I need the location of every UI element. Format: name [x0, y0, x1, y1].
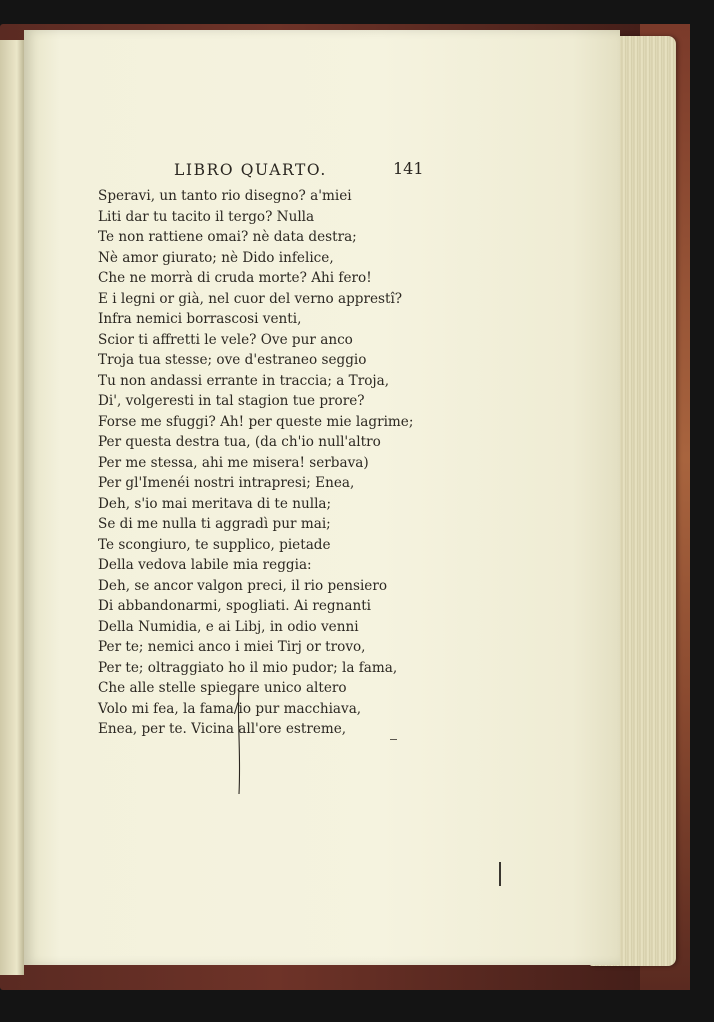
verse-line: Forse me sfuggi? Ah! per queste mie lagrime; [98, 413, 414, 430]
verse-line: Troja tua stesse; ove d'estraneo seggio [98, 352, 367, 368]
poem-verses [98, 186, 414, 740]
verse-line: Per te; oltraggiato ho il mio pudor; la fama, [98, 659, 398, 676]
left-page-edge [0, 40, 24, 975]
pen-stroke-mark [236, 690, 242, 794]
verse-line: Di abbandonarmi, spogliati. Ai regnanti [98, 598, 372, 614]
ink-mark [499, 862, 501, 886]
verse-line: Che alle stelle spiegare unico altero [98, 680, 347, 696]
verse-line: Per me stessa, ahi me misera! serbava) [98, 454, 369, 471]
verse-line: Scior ti affretti le vele? Ove pur anco [98, 331, 353, 348]
verse-line: Deh, se ancor valgon preci, il rio pensiero [98, 577, 388, 594]
verse-line: Se di me nulla ti aggradì pur mai; [98, 516, 331, 532]
page-number: 141 [393, 159, 424, 178]
verse-line: Speravi, un tanto rio disegno? a'miei [98, 188, 352, 204]
verse-line: Liti dar tu tacito il tergo? Nulla [98, 208, 315, 225]
verse-line: Te scongiuro, te supplico, pietade [98, 536, 331, 553]
running-head: LIBRO QUARTO. [174, 161, 327, 179]
verse-line: Nè amor giurato; nè Dido infelice, [98, 249, 334, 266]
verse-line: Per questa destra tua, (da ch'io null'altro [98, 434, 381, 450]
verse-line: Della vedova labile mia reggia: [98, 557, 312, 573]
dash-mark [390, 739, 397, 740]
verse-line: Deh, s'io mai meritava di te nulla; [98, 495, 332, 512]
verse-line: Per te; nemici anco i miei Tirj or trovo, [98, 639, 366, 655]
verse-line: Della Numidia, e ai Libj, in odio venni [98, 618, 359, 635]
verse-line: E i legni or già, nel cuor del verno apprestî? [98, 290, 403, 307]
verse-line: Infra nemici borrascosi venti, [98, 311, 302, 327]
verse-line: Tu non andassi errante in traccia; a Troja, [98, 372, 390, 389]
verse-line: Volo mi fea, la fama/io pur macchiava, [98, 700, 362, 717]
verse-line: Di', volgeresti in tal stagion tue prore? [98, 393, 365, 409]
verse-line: Per gl'Imenéi nostri intrapresi; Enea, [98, 475, 355, 491]
verse-line: Enea, per te. Vicina all'ore estreme, [98, 721, 347, 737]
verse-line: Che ne morrà di cruda morte? Ahi fero! [98, 270, 372, 286]
verse-line: Te non rattiene omai? nè data destra; [98, 229, 357, 245]
